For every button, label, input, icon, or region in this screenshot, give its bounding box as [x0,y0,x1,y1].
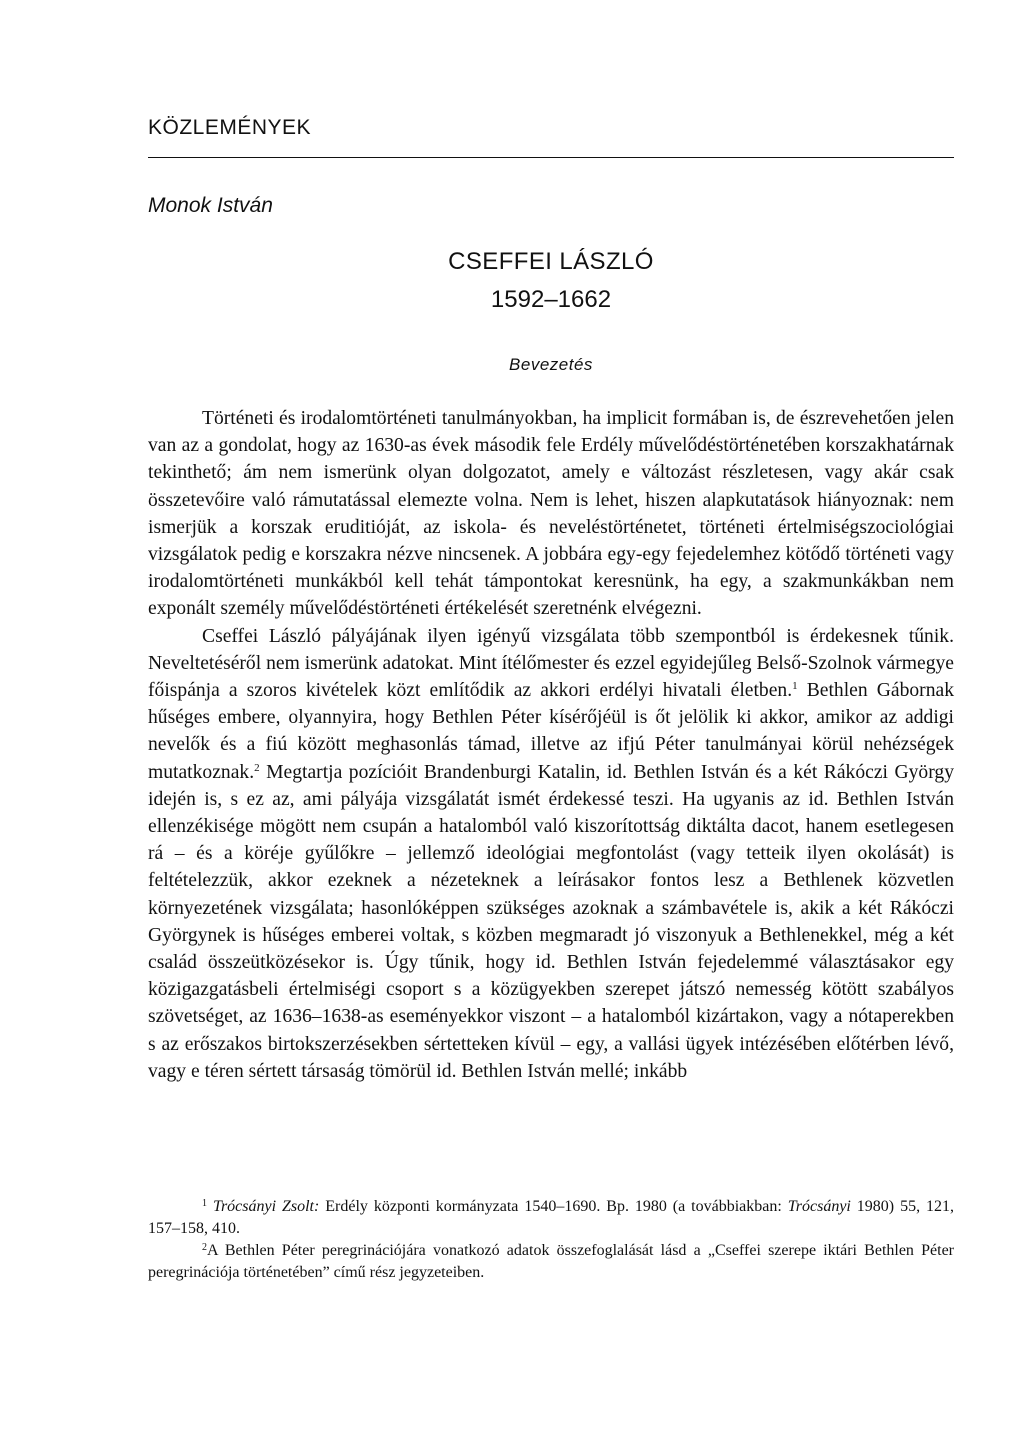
footnote-2 [148,1240,954,1284]
article-title: CSEFFEI LÁSZLÓ [448,248,654,275]
footnote-1-author: Trócsányi Zsolt: [212,1198,320,1215]
footnote-1-tail: 1980) 55, 121, 157–158, 410. [148,1198,955,1237]
footnotes [148,1196,954,1284]
footnote-ref-1[interactable]: 1 [792,680,798,693]
article-body [148,405,954,1085]
paragraph-1: Történeti és irodalomtörténeti tanulmányokban, ha implicit formában is, de észrevehetően jelen van az a gondolat, hogy az 1630-as évek második fele Erdély művelődéstörténetében korszakhatárnak tekinthető; ám nem ismerünk olyan dolgozatot, amely e változást részletesen, vagy akár csak összetevőire való rámutatással elemezte volna. Nem is lehet, hiszen alapkutatások hiányoznak: nem ismerjük a korszak eruditióját, az iskola- és neveléstörténetet, történeti értelmiségszociológiai vizsgálatok pedig e korszakra nézve nincsenek. A jobbára egy-egy fejedelemhez kötődő történeti vagy irodalomtörténeti munkákból kell tehát támpontokat keresnünk, ha egy, a szakmunkákban nem exponált személy művelődéstörténeti értékelését szeretnénk elvégezni. [148,408,954,620]
paragraph-2 [148,623,954,1085]
paragraph-2-part-a: Cseffei László pályájának ilyen igényű vizsgálata több szempontból is érdekesnek tűnik. Neveltetéséről nem ismerünk adatokat. Mint ítélőmester és ezzel egyidejűleg Belső-Szolnok vármegye főispánja a szoros kivételek közt említődik az akkori erdélyi hivatali életben. [148,625,954,702]
section-subtitle: Bevezetés [509,355,593,374]
article-years: 1592–1662 [490,286,612,313]
section-header: KÖZLEMÉNYEK [148,116,312,139]
footnote-1-number: 1 [202,1198,207,1209]
footnote-ref-2[interactable]: 2 [254,761,260,774]
paragraph-2-part-b: Bethlen Gábornak hűséges embere, olyannyira, hogy Bethlen Péter kísérőjéül is őt jelölik ki akkor, amikor az addigi nevelők és a fiú között meghasonlás támad, illetve az ifjú Péter tanulmányai körül nehézségek mutatkoznak. [148,680,954,783]
header-divider [148,157,954,158]
footnote-2-number: 2 [202,1242,207,1253]
paragraph-2-part-c: Megtartja pozícióit Brandenburgi Katalin, id. Bethlen István és a két Rákóczi György idején is, s ez az, ami pályája vizsgálatát ismét érdekessé teszi. Ha ugyanis az id. Bethlen István ellenzékisége mögött nem csupán a hatalomból való kiszorítottság diktálta dacot, hanem esetlegesen rá – és a köréje gyűlőkre – jellemző ideológiai megfontolást (vagy tetteik ilyen okolását) is feltételezzük, akkor ezeknek a nézeteknek a leírásakor fontos lesz a Bethlenek közvetlen környezetének vizsgálata; hasonlóképpen szükséges azoknak a számbavétele is, akik a két Rákóczi Györgynek is hűséges emberei voltak, s közben megmaradt jó viszonyuk a Bethlenekkel, még a két család összeütközésekor is. Úgy tűnik, hogy id. Bethlen István fejedelemmé választásakor egy közigazgatásbeli értelmiségi csoport s a közügyekben szerepet játszó nemesség kötött szabályos szövetséget, az 1636–1638-as eseményekkor viszont – a hatalomból kizártakon, vagy a nótaperekben s az erőszakos birtokszerzésekben sértetteken kívül – egy, a vallási ügyek intézésében előtérben lévő, vagy e téren sértett társaság tömörül id. Bethlen István mellé; inkább [148,761,954,1082]
footnote-2-text: A Bethlen Péter peregrinációjára vonatkozó adatok összefoglalását lásd a „Cseffei szerepe iktári Bethlen Péter peregrinációja történetében” című rész jegyzeteiben. [148,1242,954,1281]
footnote-1-abbreviation: Trócsányi [787,1198,851,1215]
article-author: Monok István [148,194,273,217]
footnote-1-text: Erdély központi kormányzata 1540–1690. Bp. 1980 (a továbbiakban: [319,1198,788,1215]
footnote-1 [148,1196,954,1240]
